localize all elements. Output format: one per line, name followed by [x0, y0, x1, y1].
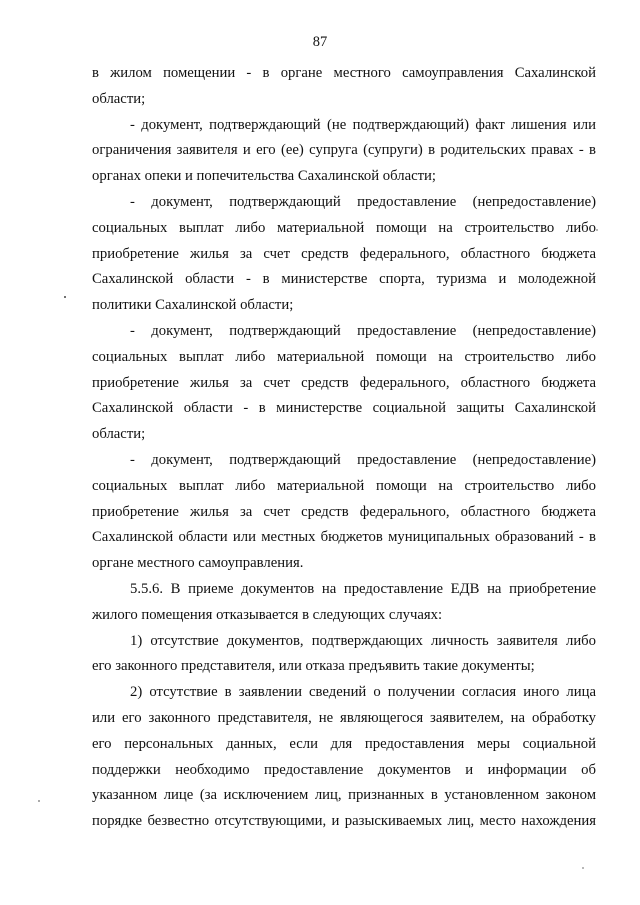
text-line: его законного представителя, или отказа предъявить такие документы; — [92, 658, 535, 675]
body-text — [92, 61, 596, 835]
text-line: социальных выплат либо материальной помощи на строительство либо — [92, 477, 596, 494]
text-line: органах опеки и попечительства Сахалинской области; — [92, 168, 436, 185]
scan-speck — [596, 229, 598, 231]
text-line: органе местного самоуправления. — [92, 555, 304, 572]
text-line: - документ, подтверждающий (не подтверждающий) факт лишения или — [130, 116, 596, 133]
text-line: 2) отсутствие в заявлении сведений о получении согласия иного лица — [130, 684, 596, 701]
text-line: - документ, подтверждающий предоставление (непредоставление) — [130, 322, 596, 339]
text-line: или его законного представителя, не являющегося заявителем, на обработку — [92, 709, 596, 726]
text-line: ограничения заявителя и его (ее) супруга (супруги) в родительских правах - в — [92, 142, 596, 159]
text-line: социальных выплат либо материальной помощи на строительство либо — [92, 219, 596, 236]
scan-speck — [38, 800, 40, 802]
scan-speck — [582, 867, 584, 869]
text-line: социальных выплат либо материальной помощи на строительство либо — [92, 348, 596, 365]
text-line: области; — [92, 426, 146, 443]
text-line: Сахалинской области - в министерстве социальной защиты Сахалинской — [92, 400, 596, 417]
text-line: жилого помещения отказывается в следующих случаях: — [92, 606, 443, 623]
text-line: 5.5.6. В приеме документов на предоставление ЕДВ на приобретение — [130, 580, 596, 597]
text-line: порядке безвестно отсутствующими, и разыскиваемых лиц, место нахождения — [92, 813, 596, 830]
text-line: Сахалинской области или местных бюджетов муниципальных образований - в — [92, 529, 596, 546]
text-line: политики Сахалинской области; — [92, 297, 294, 314]
scan-speck — [64, 296, 66, 298]
text-line: указанном лице (за исключением лиц, признанных в установленном законом — [92, 787, 596, 804]
text-line: 1) отсутствие документов, подтверждающих личность заявителя либо — [130, 632, 596, 649]
text-line: Сахалинской области - в министерстве спорта, туризма и молодежной — [92, 271, 596, 288]
text-line: приобретение жилья за счет средств федерального, областного бюджета — [92, 374, 596, 391]
text-line: приобретение жилья за счет средств федерального, областного бюджета — [92, 245, 596, 262]
text-line: поддержки необходимо предоставление документов и информации об — [92, 761, 596, 778]
text-line: - документ, подтверждающий предоставление (непредоставление) — [130, 451, 596, 468]
page-number: 87 — [312, 34, 328, 50]
text-line: приобретение жилья за счет средств федерального, областного бюджета — [92, 503, 596, 520]
text-line: в жилом помещении - в органе местного самоуправления Сахалинской — [92, 65, 596, 81]
text-line: его персональных данных, если для предоставления меры социальной — [92, 735, 596, 752]
text-line: области; — [92, 90, 146, 107]
text-line: - документ, подтверждающий предоставление (непредоставление) — [130, 193, 596, 210]
